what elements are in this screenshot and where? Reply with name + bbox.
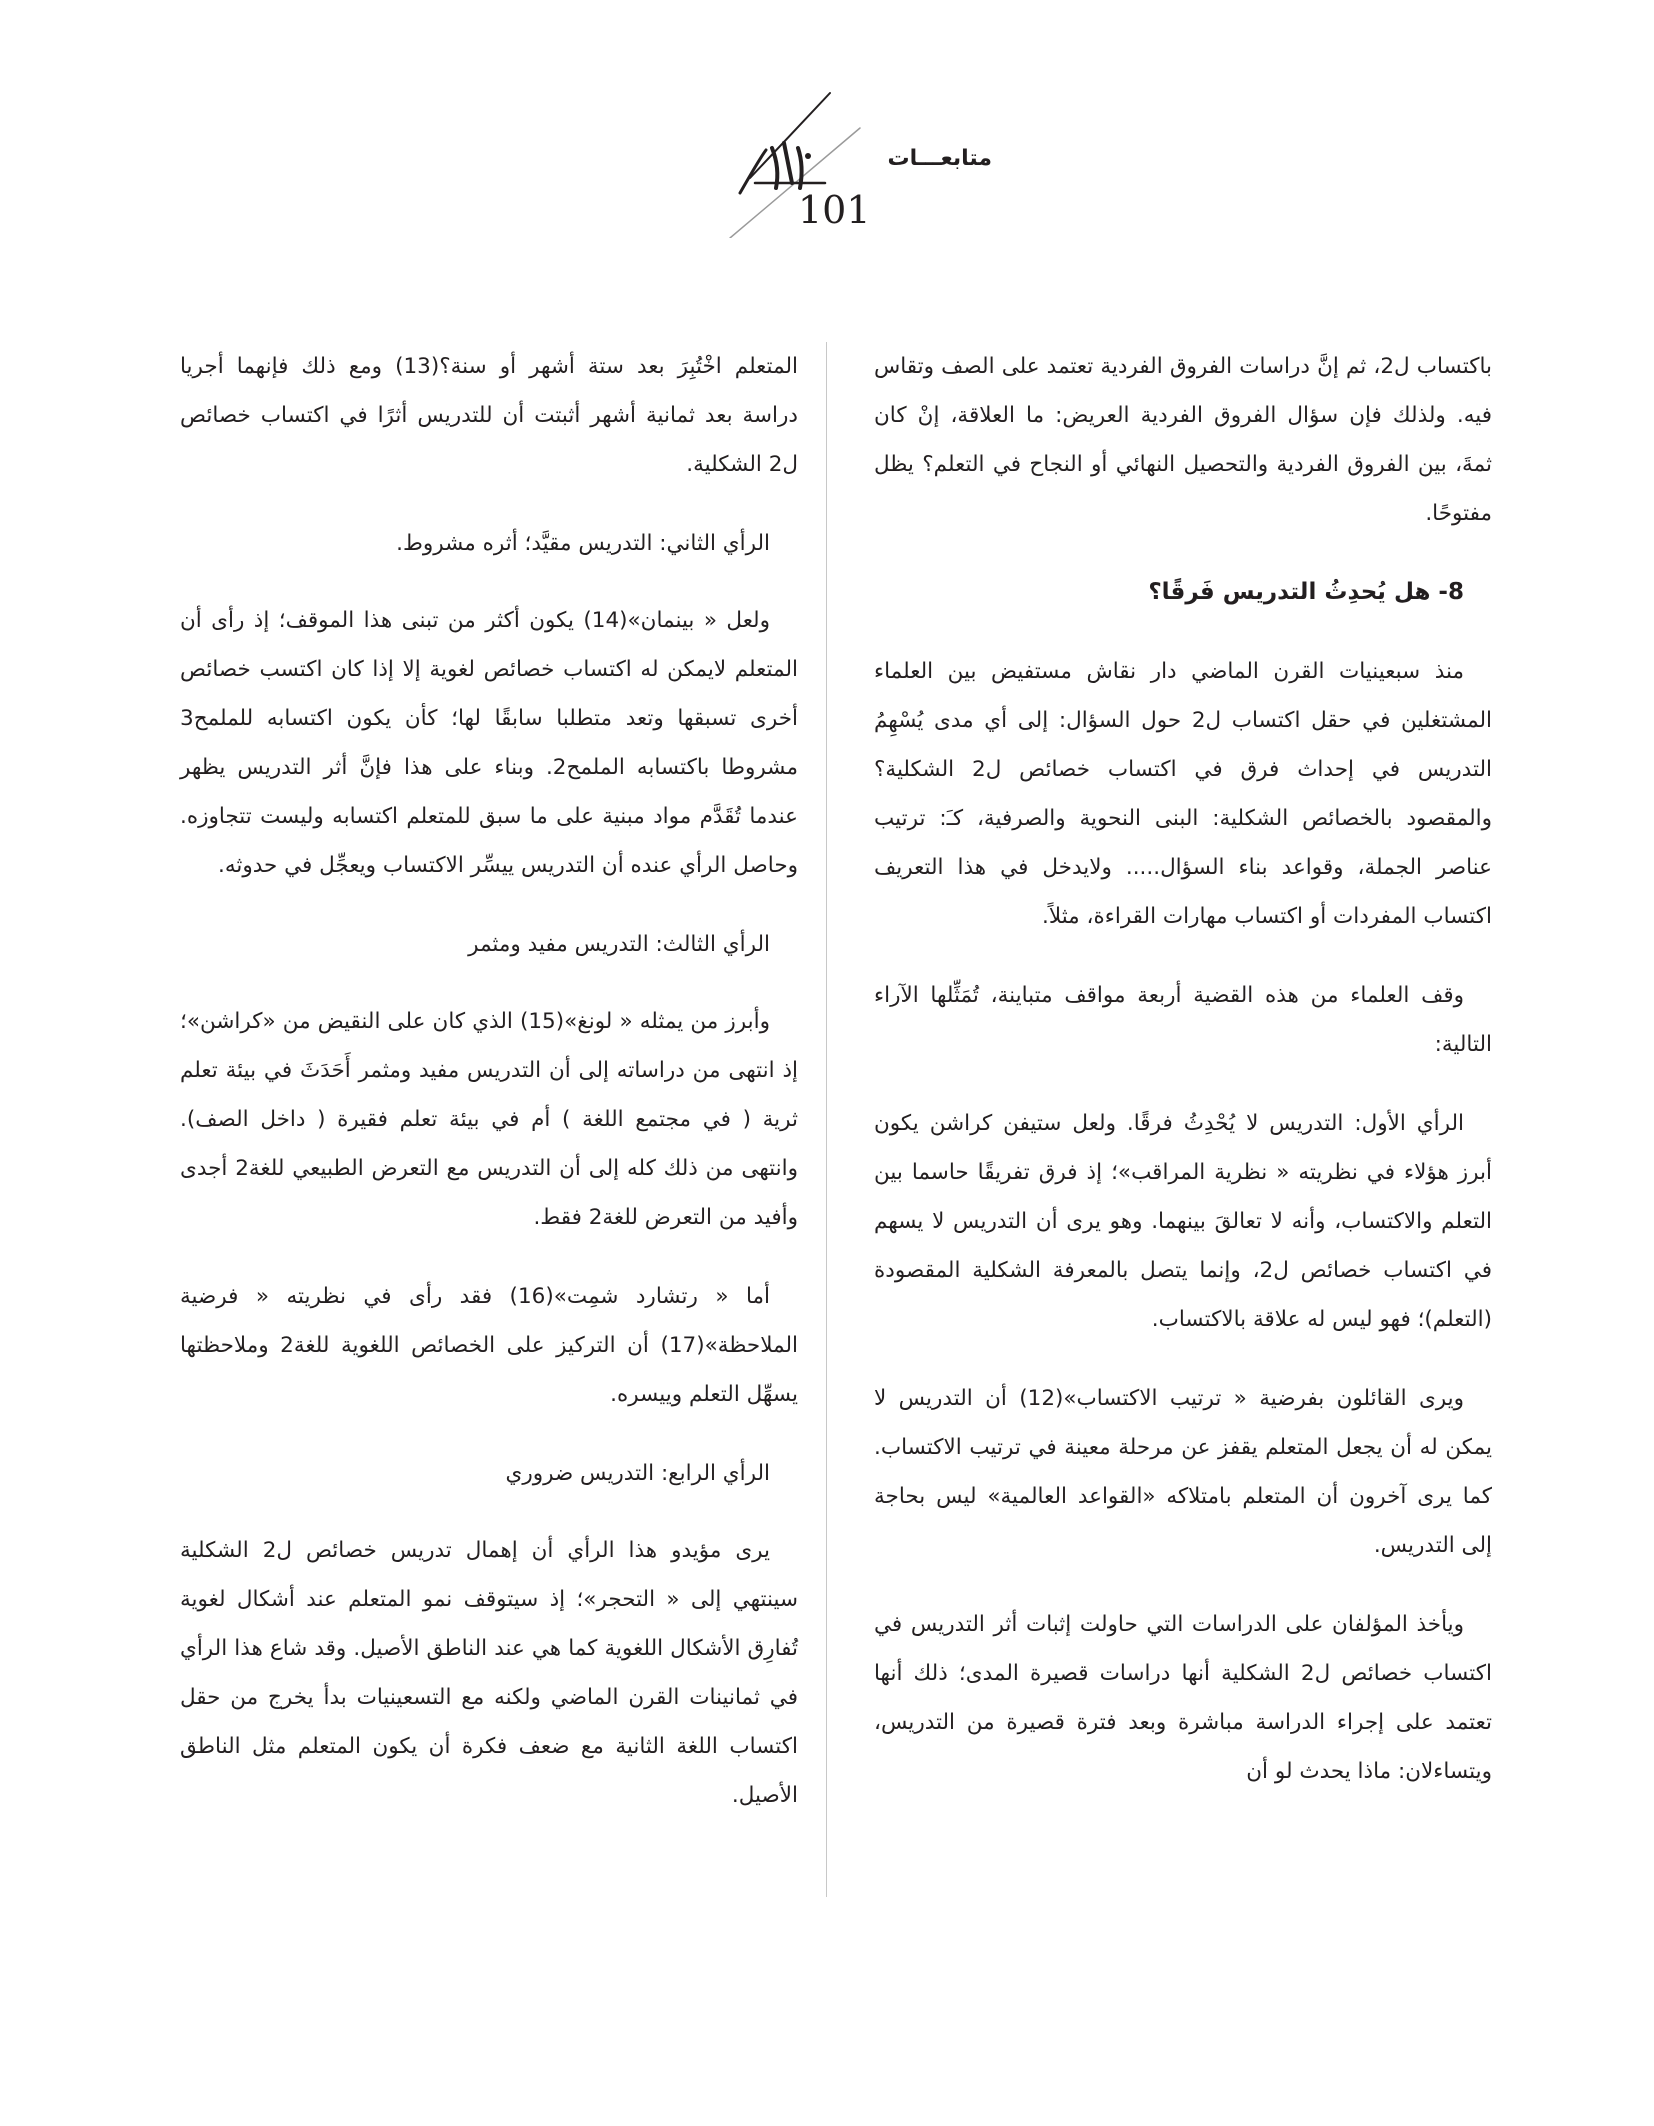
section-heading: 8- هل يُحدِثُ التدريس فَرقًا؟ bbox=[1148, 579, 1464, 605]
paragraph: يرى مؤيدو هذا الرأي أن إهمال تدريس خصائص ل2 الشكلية سينتهي إلى « التحجر»؛ إذ سيتوقف نمو المتعلم عند أشكال لغوية تُفارِق الأشكال اللغوية كما هي عند الناطق الأصيل. وقد شاع هذا الرأي في ثمانينات القرن الماضي ولكنه مع التسعينيات بدأ يخرج من حقل اكتساب اللغة الثانية مع ضعف فكرة أن يكون المتعلم مثل الناطق الأصيل. bbox=[180, 1538, 798, 1808]
left-column bbox=[180, 342, 798, 1902]
paragraph: وأبرز من يمثله « لونغ»(15) الذي كان على النقيض من «كراشن»؛ إذ انتهى من دراساته إلى أن التدريس مفيد ومثمر أَحَدَثَ في بيئة تعلم ثرية ( في مجتمع اللغة ) أم في بيئة تعلم فقيرة ( داخل الصف). وانتهى من ذلك كله إلى أن التدريس مع التعرض الطبيعي للغة2 أجدى وأفيد من التعرض للغة2 فقط. bbox=[180, 1009, 799, 1230]
paragraph: وقف العلماء من هذه القضية أربعة مواقف متباينة، تُمَثِّلها الآراء التالية: bbox=[874, 983, 1492, 1057]
paragraph: ويأخذ المؤلفان على الدراسات التي حاولت إثبات أثر التدريس في اكتساب خصائص ل2 الشكلية أنها دراسات قصيرة المدى؛ ذلك أنها تعتمد على إجراء الدراسة مباشرة وبعد فترة قصيرة من التدريس، ويتساءلان: ماذا يحدث لو أن bbox=[874, 1612, 1492, 1784]
paragraph: ولعل « بينمان»(14) يكون أكثر من تبنى هذا الموقف؛ إذ رأى أن المتعلم لايمكن له اكتساب خصائص لغوية إلا إذا كان اكتسب خصائص أخرى تسبقها وتعد متطلبا سابقًا لها؛ كأن يكون اكتسابه للملمح3 مشروطا باكتسابه الملمح2. وبناء على هذا فإنَّ أثر التدريس يظهر عندما تُقَدَّم مواد مبنية على ما سبق للمتعلم اكتسابه وليست تتجاوزه. وحاصل الرأي عنده أن التدريس ييسِّر الاكتساب ويعجِّل في حدوثه. bbox=[180, 608, 798, 878]
subheading: الرأي الثالث: التدريس مفيد ومثمر bbox=[468, 932, 770, 957]
paragraph: ويرى القائلون بفرضية « ترتيب الاكتساب»(12) أن التدريس لا يمكن له أن يجعل المتعلم يقفز عن مرحلة معينة في ترتيب الاكتساب. كما يرى آخرون أن المتعلم بامتلاكه «القواعد العالمية» ليس بحاجة إلى التدريس. bbox=[874, 1386, 1492, 1558]
page-number: 101 bbox=[798, 188, 871, 232]
subheading: الرأي الثاني: التدريس مقيَّد؛ أثره مشروط. bbox=[396, 531, 770, 556]
paragraph: باكتساب ل2، ثم إنَّ دراسات الفروق الفردية تعتمد على الصف وتقاس فيه. ولذلك فإن سؤال الفروق الفردية العريض: ما العلاقة، إنْ كان ثمةَ، بين الفروق الفردية والتحصيل النهائي أو النجاح في التعلم؟ يظل مفتوحًا. bbox=[874, 354, 1492, 526]
paragraph: أما « رتشارد شمِت»(16) فقد رأى في نظريته « فرضية الملاحظة»(17) أن التركيز على الخصائص اللغوية للغة2 وملاحظتها يسهِّل التعلم وييسره. bbox=[180, 1284, 798, 1407]
paragraph: الرأي الأول: التدريس لا يُحْدِثُ فرقًا. ولعل ستيفن كراشن يكون أبرز هؤلاء في نظريته « نظرية المراقب»؛ إذ فرق تفريقًا حاسما بين التعلم والاكتساب، وأنه لا تعالقَ بينهما. وهو يرى أن التدريس لا يسهم في اكتساب خصائص ل2، وإنما يتصل بالمعرفة الشكلية المقصودة (التعلم)؛ فهو ليس له علاقة بالاكتساب. bbox=[874, 1111, 1492, 1332]
section-label: متابعـــات bbox=[887, 146, 992, 171]
subheading: الرأي الرابع: التدريس ضروري bbox=[505, 1461, 770, 1486]
right-column bbox=[874, 342, 1492, 1902]
column-divider bbox=[826, 342, 827, 1897]
paragraph: المتعلم اخْتُبِرَ بعد ستة أشهر أو سنة؟(13) ومع ذلك فإنهما أجريا دراسة بعد ثمانية أشهر أثبتت أن للتدريس أثرًا في اكتساب خصائص ل2 الشكلية. bbox=[180, 354, 798, 477]
page-header bbox=[660, 88, 1020, 238]
paragraph: منذ سبعينيات القرن الماضي دار نقاش مستفيض بين العلماء المشتغلين في حقل اكتساب ل2 حول السؤال: إلى أي مدى يُسْهِمُ التدريس في إحداث فرق في اكتساب خصائص ل2 الشكلية؟ والمقصود بالخصائص الشكلية: البنى النحوية والصرفية، كـَ: ترتيب عناصر الجملة، وقواعد بناء السؤال..... ولايدخل في هذا التعريف اكتساب المفردات أو اكتساب مهارات القراءة، مثلاً. bbox=[874, 659, 1492, 929]
